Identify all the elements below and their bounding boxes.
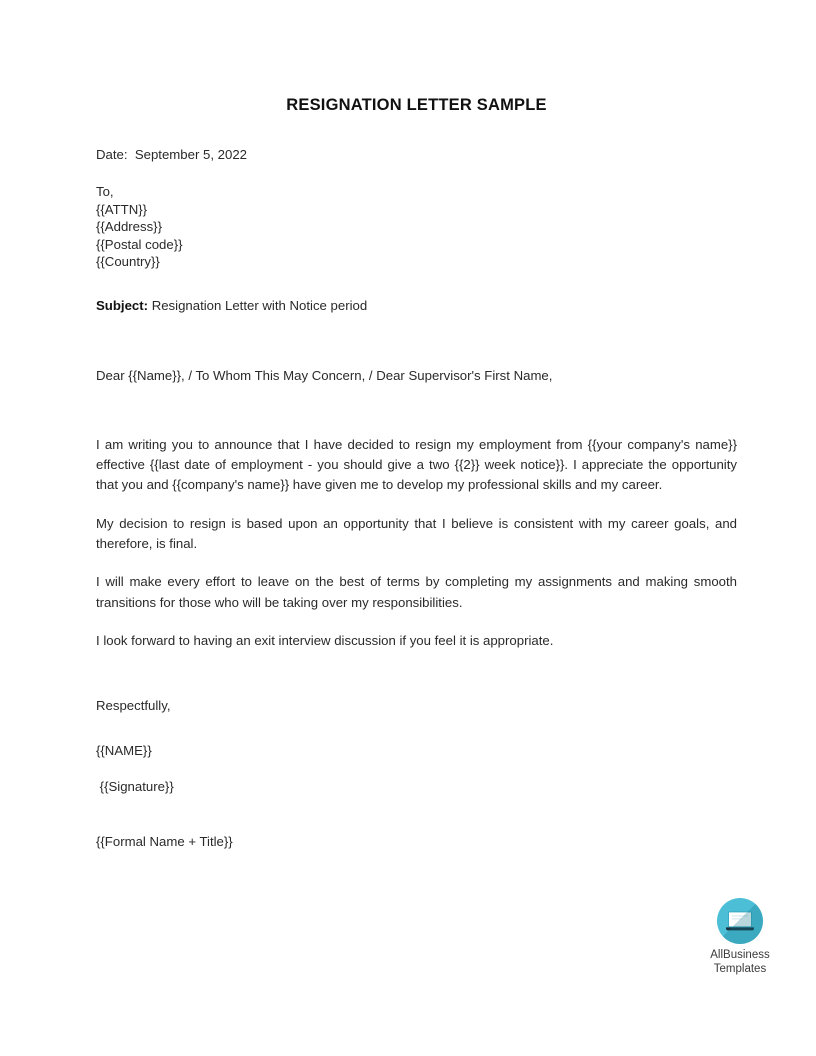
recipient-postal-code: {{Postal code}} [96, 236, 183, 252]
logo-caption-line-2: Templates [713, 962, 767, 975]
valediction: Respectfully, [96, 698, 171, 714]
spacer [96, 715, 737, 742]
body-paragraph: My decision to resign is based upon an opportunity that I believe is consistent with my career goals, and therefore, is final. [96, 515, 737, 551]
signature-placeholder: {{Signature}} [96, 779, 174, 795]
greeting-line: Dear {{Name}}, / To Whom This May Concern, / Dear Supervisor's First Name, [96, 368, 553, 384]
spacer [96, 759, 737, 778]
page-title: RESIGNATION LETTER SAMPLE [286, 96, 547, 114]
date-line: Date: September 5, 2022 [96, 146, 248, 162]
recipient-address-block [96, 183, 737, 271]
allbusiness-templates-logo [698, 898, 782, 976]
spacer [96, 796, 737, 833]
logo-caption-line-1: AllBusiness [710, 949, 770, 961]
letter-body [96, 96, 737, 850]
recipient-to-label: To, [96, 184, 114, 200]
signer-name: {{NAME}} [96, 742, 152, 758]
laptop-icon [717, 898, 763, 944]
body-paragraph: I will make every effort to leave on the best of terms by completing my assignments and making smooth transitions for those who will be taking over my responsibilities. [96, 574, 737, 610]
subject-label: Subject: [96, 297, 149, 313]
subject-value: Resignation Letter with Notice period [148, 297, 368, 313]
formal-name-title: {{Formal Name + Title}} [96, 833, 233, 849]
logo-shadow [717, 898, 763, 944]
closing-block [96, 697, 737, 850]
logo-caption [698, 949, 782, 976]
recipient-attn: {{ATTN}} [96, 201, 148, 217]
recipient-country: {{Country}} [96, 254, 160, 270]
subject-line [96, 297, 737, 315]
body-paragraph: I look forward to having an exit interview discussion if you feel it is appropriate. [96, 632, 554, 648]
body-paragraph: I am writing you to announce that I have decided to resign my employment from {{your company's name}} effective {{last date of employment - you should give a two {{2}} week notice}}. I appreciate the opportunity that you and {{company's name}} have given me to develop my professional skills and my career. [96, 436, 737, 493]
recipient-address: {{Address}} [96, 219, 162, 235]
